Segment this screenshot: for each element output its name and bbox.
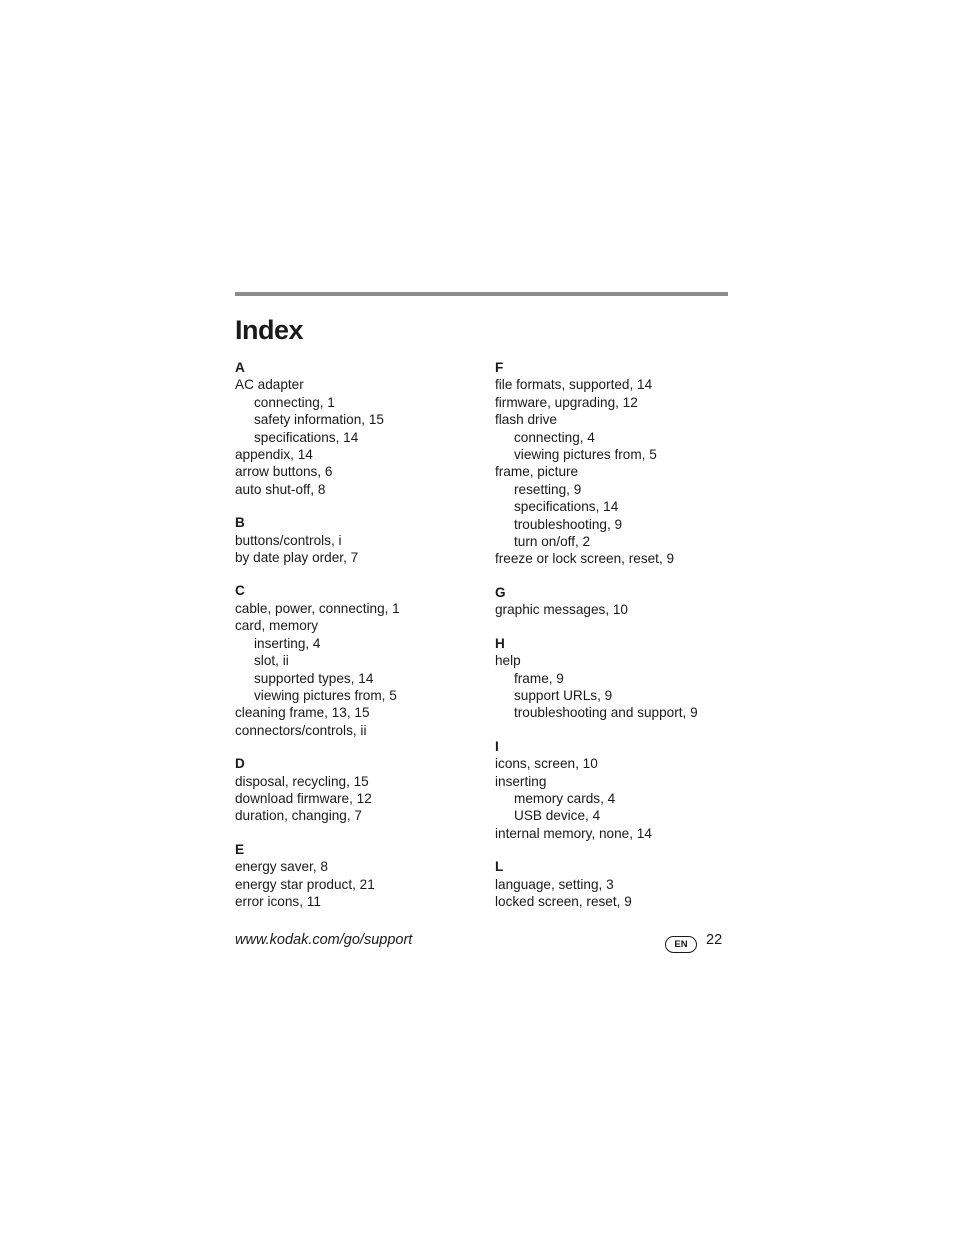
index-section-g bbox=[495, 584, 735, 619]
index-entry: buttons/controls, i bbox=[235, 532, 342, 548]
section-letter: L bbox=[495, 859, 504, 875]
index-subentry: support URLs, 9 bbox=[514, 687, 613, 703]
index-section-h bbox=[495, 635, 735, 722]
index-entry: file formats, supported, 14 bbox=[495, 377, 653, 393]
index-section-l bbox=[495, 858, 735, 910]
index-entry: duration, changing, 7 bbox=[235, 808, 362, 824]
index-subentry: slot, ii bbox=[254, 653, 289, 669]
index-subentry: connecting, 4 bbox=[514, 429, 595, 445]
index-entry: cable, power, connecting, 1 bbox=[235, 600, 400, 616]
index-entry: card, memory bbox=[235, 618, 319, 634]
index-subentry: connecting, 1 bbox=[254, 394, 335, 410]
index-entry: connectors/controls, ii bbox=[235, 722, 367, 738]
index-entry: energy saver, 8 bbox=[235, 859, 328, 875]
index-entry: inserting bbox=[495, 773, 547, 789]
index-entry: cleaning frame, 13, 15 bbox=[235, 705, 370, 721]
index-subentry: viewing pictures from, 5 bbox=[254, 687, 397, 703]
index-section-f bbox=[495, 359, 735, 568]
index-section-a bbox=[235, 359, 475, 498]
index-entry: error icons, 11 bbox=[235, 893, 321, 909]
index-entry: graphic messages, 10 bbox=[495, 602, 628, 618]
index-subentry: memory cards, 4 bbox=[514, 790, 616, 806]
index-subentry: turn on/off, 2 bbox=[514, 534, 591, 550]
index-entry: by date play order, 7 bbox=[235, 550, 359, 566]
index-entry: arrow buttons, 6 bbox=[235, 464, 333, 480]
index-subentry: troubleshooting, 9 bbox=[514, 516, 623, 532]
index-subentry: specifications, 14 bbox=[254, 429, 359, 445]
index-entry: AC adapter bbox=[235, 377, 304, 393]
section-letter: D bbox=[235, 756, 245, 772]
section-letter: A bbox=[235, 360, 245, 375]
index-entry: help bbox=[495, 653, 521, 669]
index-entry: internal memory, none, 14 bbox=[495, 825, 652, 841]
index-entry: language, setting, 3 bbox=[495, 876, 614, 892]
index-entry: auto shut-off, 8 bbox=[235, 481, 326, 497]
index-section-i bbox=[495, 738, 735, 842]
section-letter: C bbox=[235, 583, 245, 599]
index-subentry: frame, 9 bbox=[514, 670, 564, 686]
section-letter: I bbox=[495, 738, 499, 754]
index-subentry: safety information, 15 bbox=[254, 412, 384, 428]
index-subentry: specifications, 14 bbox=[514, 499, 619, 515]
index-section-b bbox=[235, 514, 475, 566]
index-entry: icons, screen, 10 bbox=[495, 756, 598, 772]
index-entry: disposal, recycling, 15 bbox=[235, 773, 369, 789]
index-entry: frame, picture bbox=[495, 464, 579, 480]
support-url-link[interactable]: www.kodak.com/go/support bbox=[235, 932, 413, 948]
index-subentry: supported types, 14 bbox=[254, 670, 374, 686]
page-title: Index bbox=[235, 315, 304, 345]
section-letter: G bbox=[495, 584, 506, 600]
index-subentry: inserting, 4 bbox=[254, 635, 321, 651]
section-letter: E bbox=[235, 841, 245, 857]
header-rule bbox=[235, 292, 728, 296]
index-subentry: troubleshooting and support, 9 bbox=[514, 705, 698, 721]
index-column-right bbox=[495, 359, 735, 926]
index-subentry: USB device, 4 bbox=[514, 808, 601, 824]
index-subentry: resetting, 9 bbox=[514, 481, 582, 497]
index-entry: locked screen, reset, 9 bbox=[495, 893, 632, 909]
page-number: 22 bbox=[706, 932, 723, 948]
section-letter: F bbox=[495, 360, 504, 375]
index-entry: flash drive bbox=[495, 412, 557, 428]
index-entry: energy star product, 21 bbox=[235, 876, 375, 892]
section-letter: B bbox=[235, 515, 245, 531]
language-badge: EN bbox=[665, 936, 697, 953]
index-subentry: viewing pictures from, 5 bbox=[514, 447, 657, 463]
index-entry: appendix, 14 bbox=[235, 447, 313, 463]
index-entry: download firmware, 12 bbox=[235, 790, 372, 806]
index-section-c bbox=[235, 582, 475, 739]
index-entry: firmware, upgrading, 12 bbox=[495, 394, 638, 410]
index-entry: freeze or lock screen, reset, 9 bbox=[495, 551, 675, 567]
index-section-d bbox=[235, 755, 475, 825]
index-section-e bbox=[235, 841, 475, 911]
section-letter: H bbox=[495, 635, 505, 651]
index-column-left bbox=[235, 359, 475, 926]
